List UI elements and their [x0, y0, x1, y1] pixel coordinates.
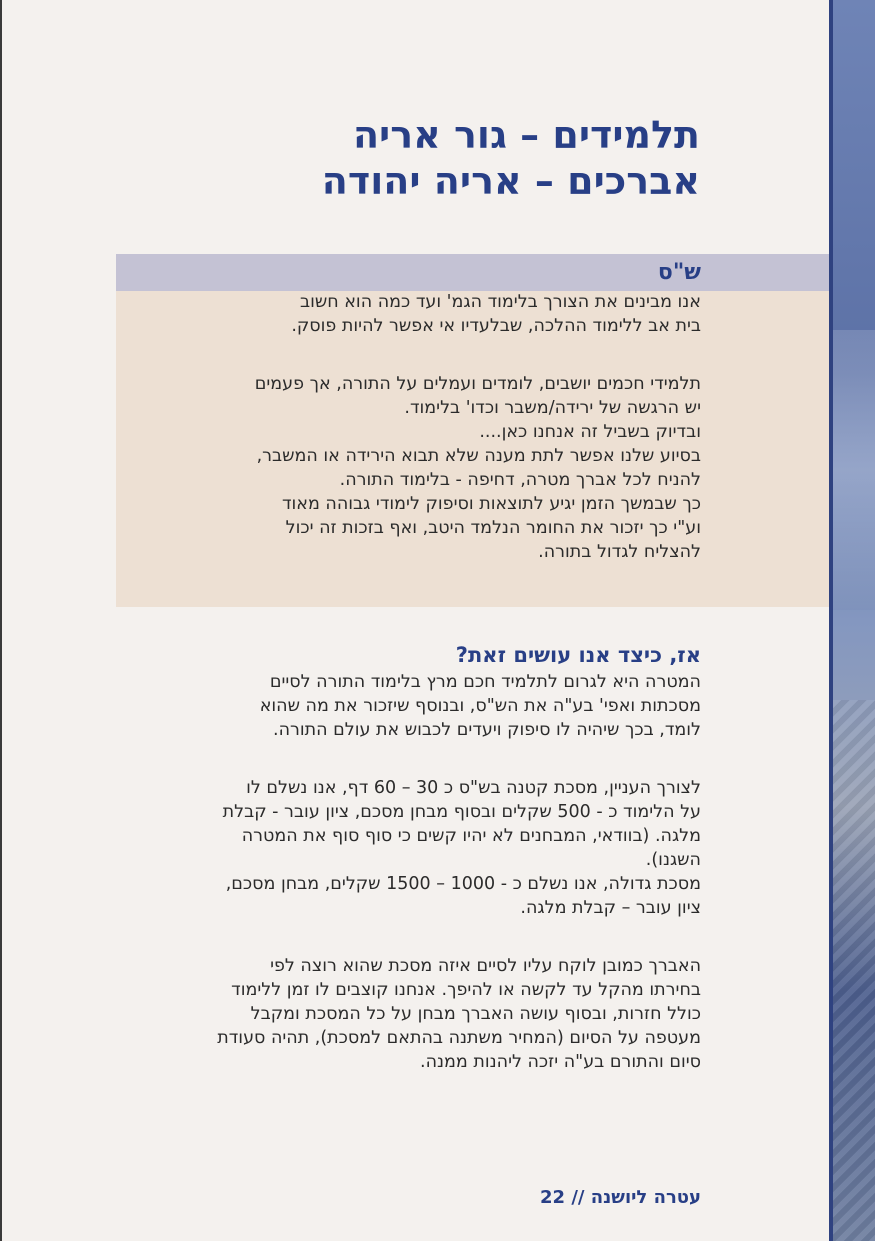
text-line: מסכת גדולה, אנו נשלם כ - 1000 – 1500 שקלים, מבחן מסכם, [225, 874, 701, 894]
text-line: המטרה היא לגרום לתלמיד חכם מרץ בלימוד התורה לסיים [269, 672, 701, 692]
page-edge [0, 0, 2, 1241]
text-line: ובדיוק בשביל זה אנחנו כאן.... [479, 422, 701, 442]
text-line: בחירתו מהקל עד לקשה או להיפך. אנחנו קוצבים לו זמן ללימוד [231, 980, 701, 1000]
road-image [833, 700, 875, 1241]
page-number: 22 [539, 1187, 566, 1208]
page-title [140, 112, 700, 204]
text-line: האברך כמובן לוקח עליו לסיים איזה מסכת שהוא רוצה לפי [270, 956, 701, 976]
text-line: אנו מבינים את הצורך בלימוד הגמ' ועד כמה הוא חשוב [299, 292, 701, 312]
section-body-text [116, 670, 701, 1074]
highlight-box-text [116, 290, 701, 564]
text-line: להצליח לגדול בתורה. [538, 542, 701, 562]
text-line: בית אב ללימוד ההלכה, שבלעדיו אי אפשר להיות פוסק. [291, 316, 701, 336]
text-line: ציון עובר – קבלת מלגה. [520, 898, 701, 918]
text-line: מעטפה על הסיום (המחיר משתנה בהתאם למסכת), תהיה סעודת [217, 1028, 701, 1048]
text-line: להניח לכל אברך מטרה, דחיפה - בלימוד התורה. [339, 470, 701, 490]
text-line: השגנו). [645, 850, 701, 870]
text-line: מלגה. (בוודאי, המבחנים לא יהיו קשים כי סוף סוף את המטרה [241, 826, 701, 846]
footer-label: עטרה ליושנה [590, 1187, 701, 1208]
paragraph-gap [116, 338, 701, 372]
highlight-box-header [116, 254, 829, 291]
page-footer [540, 1186, 701, 1210]
text-line: לומד, בכך שיהיה לו סיפוק ויעדים לכבוש את עולם התורה. [273, 720, 701, 740]
text-line: מסכתות ואפי' בע"ה את הש"ס, ובנוסף שיזכור את מה שהוא [259, 696, 701, 716]
text-line: בסיוע שלנו אפשר לתת מענה שלא תבוא הירידה או המשבר, [256, 446, 701, 466]
text-line: כך שבמשך הזמן יגיע לתוצאות וסיפוק לימודי גבוהה מאוד [281, 494, 701, 514]
footer-separator: // [571, 1187, 585, 1208]
text-line: סיום והתורם בע"ה יזכה ליהנות ממנה. [420, 1052, 701, 1072]
text-line: כולל חזרות, ובסוף עושה האברך מבחן על כל המסכת ומקבל [250, 1004, 701, 1024]
text-line: תלמידי חכמים יושבים, לומדים ועמלים על התורה, אך פעמים [254, 374, 701, 394]
text-line: לצורך העניין, מסכת קטנה בש"ס כ 30 – 60 דף, אנו נשלם לו [246, 778, 701, 798]
section-title: אז, כיצד אנו עושים זאת? [455, 643, 701, 667]
title-line-1: תלמידים – גור אריה [352, 113, 700, 157]
text-line: וע"י כך יזכור את החומר הנלמד היטב, ואף בזכות זה יכול [285, 518, 701, 538]
decorative-side-photo [829, 0, 875, 1241]
paragraph-gap [116, 920, 701, 954]
paragraph-gap [116, 742, 701, 776]
city-skyline-image [833, 330, 875, 610]
title-line-2: אברכים – אריה יהודה [321, 159, 700, 203]
highlight-box-title: ש"ס [657, 260, 701, 285]
text-line: יש הרגשה של ירידה/משבר וכדו' בלימוד. [404, 398, 701, 418]
text-line: על הלימוד כ - 500 שקלים ובסוף מבחן מסכם, ציון עובר - קבלת [222, 802, 701, 822]
